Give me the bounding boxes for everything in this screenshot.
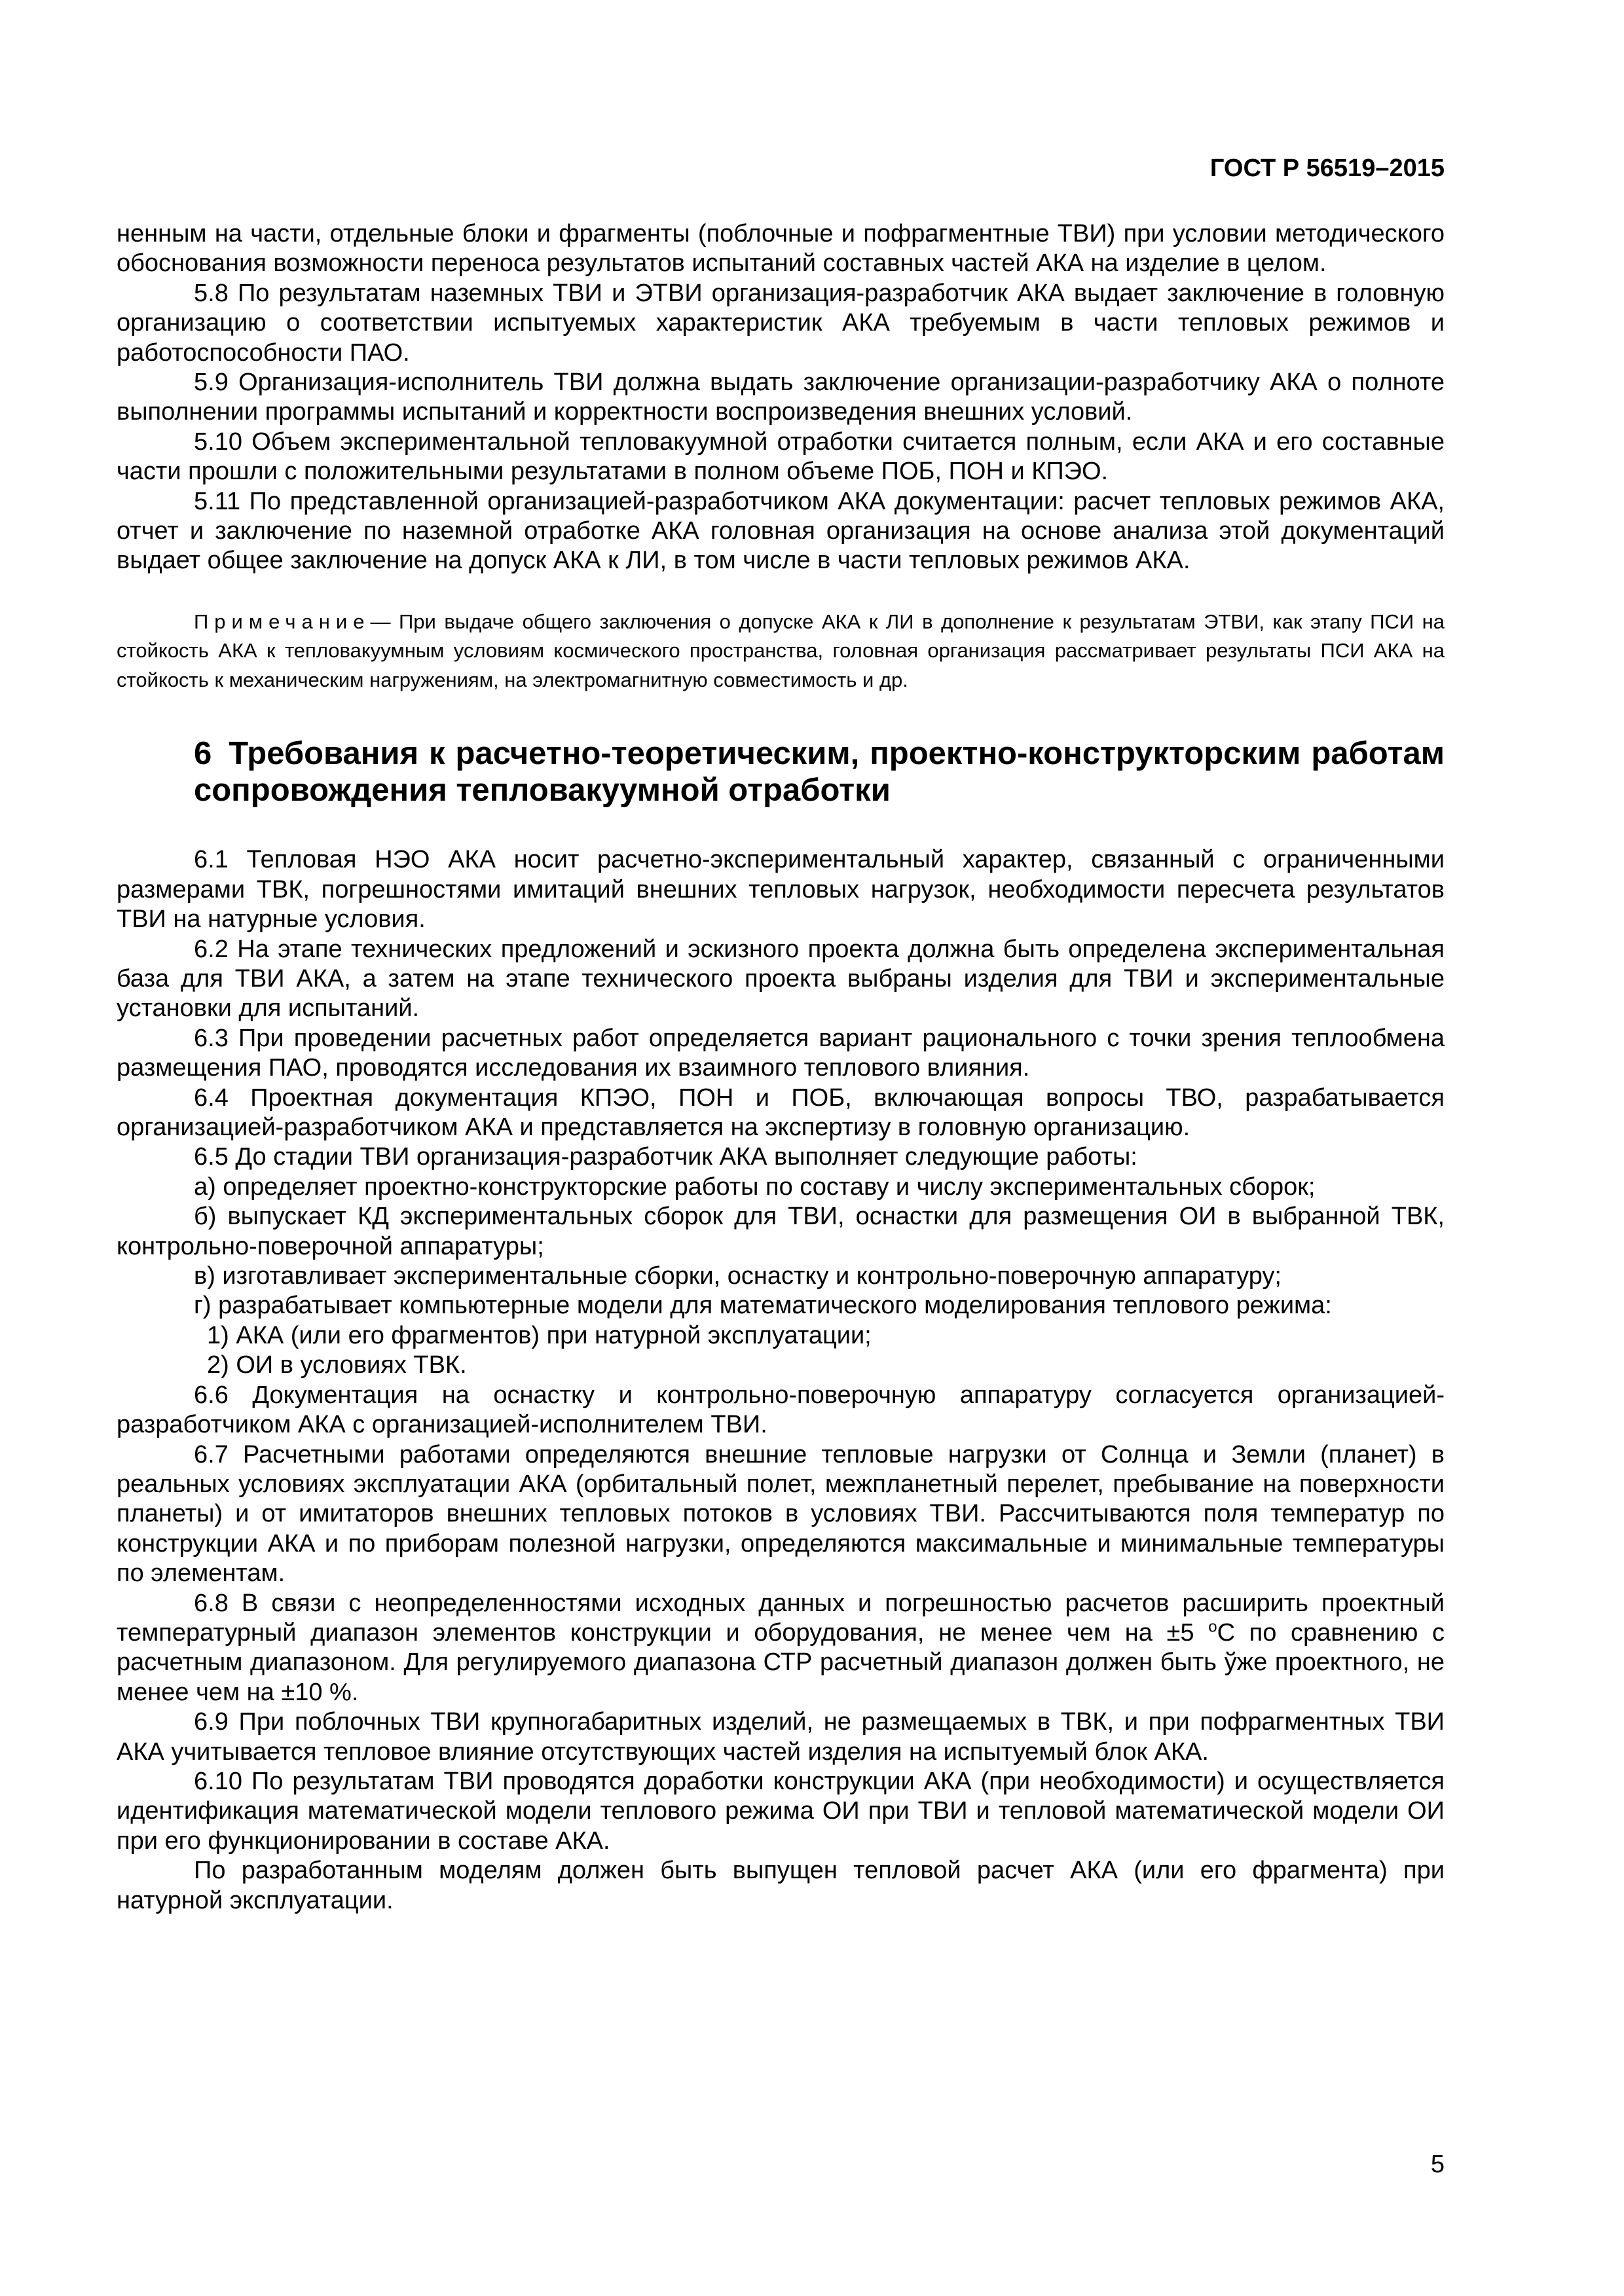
paragraph-6-8-start: 6.8 В связи с неопределенностями исходных данных и погрешностью расчетов расширить проектный температурный диапазон элементов конструкции и оборудования, не менее чем на ±5 — [117, 1589, 1445, 1647]
paragraph-6-2: 6.2 На этапе технических предложений и эскизного проекта должна быть определена экспериментальная база для ТВИ АКА, а затем на этапе технического проекта выбраны изделия для ТВИ и экспериментальные установки для испытаний. — [117, 935, 1445, 1023]
list-item-v: в) изготавливает экспериментальные сборки, оснастку и контрольно-поверочную аппаратуру; — [194, 1262, 1282, 1290]
paragraph-6-3: 6.3 При проведении расчетных работ определяется вариант рационального с точки зрения теплообмена размещения ПАО, проводятся исследования их взаимного теплового влияния. — [117, 1024, 1445, 1082]
degree-sign: o — [1208, 1618, 1217, 1636]
paragraph-5-9: 5.9 Организация-исполнитель ТВИ должна выдать заключение организации-разработчику АКА о полноте выполнении программы испытаний и корректности воспроизведения внешних условий. — [117, 369, 1445, 426]
section-6-title: Требования к расчетно-теоретическим, проектно-конструкторским работам сопровождения тепловакуумной отработки — [194, 736, 1445, 809]
paragraph-final: По разработанным моделям должен быть выпущен тепловой расчет АКА (или его фрагмента) при натурной эксплуатации. — [117, 1857, 1445, 1914]
sub-item-1: 1) АКА (или его фрагментов) при натурной эксплуатации; — [207, 1321, 872, 1349]
section-6-number: 6 — [194, 736, 212, 772]
sub-item-2: 2) ОИ в условиях ТВК. — [207, 1351, 467, 1379]
list-item-b: б) выпускает КД экспериментальных сборок для ТВИ, оснастки для размещения ОИ в выбранной ТВК, контрольно-поверочной аппаратуры; — [117, 1203, 1445, 1260]
paragraph-6-10: 6.10 По результатам ТВИ проводятся доработки конструкции АКА (при необходимости) и осуществляется идентификация математической модели теплового режима ОИ при ТВИ и тепловой математической модели ОИ при его функционировании в составе АКА. — [117, 1767, 1445, 1855]
paragraph-6-4: 6.4 Проектная документация КПЭО, ПОН и ПОБ, включающая вопросы ТВО, разрабатывается организацией-разработчиком АКА и представляется на экспертизу в головную организацию. — [117, 1084, 1445, 1142]
document-header: ГОСТ Р 56519–2015 — [1209, 155, 1445, 182]
page-content — [117, 219, 1445, 1916]
paragraph-6-6: 6.6 Документация на оснастку и контрольно-поверочную аппаратуру согласуется организацией-разработчиком АКА с организацией-исполнителем ТВИ. — [117, 1381, 1445, 1439]
section-6-heading — [117, 735, 1445, 809]
paragraph-6-1: 6.1 Тепловая НЭО АКА носит расчетно-экспериментальный характер, связанный с ограниченными размерами ТВК, погрешностями имитаций внешних тепловых нагрузок, необходимости пересчета результатов ТВИ на натурные условия. — [117, 846, 1445, 934]
paragraph-5-10: 5.10 Объем экспериментальной тепловакуумной отработки считается полным, если АКА и его составные части прошли с положительными результатами в полном объеме ПОБ, ПОН и КПЭО. — [117, 428, 1445, 486]
note — [117, 608, 1445, 695]
paragraph-5-8: 5.8 По результатам наземных ТВИ и ЭТВИ организация-разработчик АКА выдает заключение в головную организацию о соответствии испытуемых характеристик АКА требуемым в части тепловых режимов и работоспособности ПАО. — [117, 279, 1445, 367]
list-item-a: а) определяет проектно-конструкторские работы по составу и числу экспериментальных сборок; — [194, 1173, 1316, 1201]
note-label: Примечание — [194, 610, 371, 633]
paragraph-6-8 — [117, 1589, 1445, 1708]
page-number: 5 — [1430, 2151, 1445, 2178]
paragraph-6-7: 6.7 Расчетными работами определяются внешние тепловые нагрузки от Солнца и Земли (планет) в реальных условиях эксплуатации АКА (орбитальный полет, межпланетный перелет, пребывание на поверхности планеты) и от имитаторов внешних тепловых потоков в условиях ТВИ. Рассчитываются поля температур по конструкции АКА и по приборам полезной нагрузки, определяются максимальные и минимальные температуры по элементам. — [117, 1440, 1445, 1588]
paragraph-5-11: 5.11 По представленной организацией-разработчиком АКА документации: расчет тепловых режимов АКА, отчет и заключение по наземной отработке АКА головная организация на основе анализа этой документаций выдает общее заключение на допуск АКА к ЛИ, в том числе в части тепловых режимов АКА. — [117, 487, 1445, 575]
note-text: — При выдаче общего заключения о допуске АКА к ЛИ в дополнение к результатам ЭТВИ, как этапу ПСИ на стойкость АКА к тепловакуумным условиям космического пространства, головная организация рассматривает результаты ПСИ АКА на стойкость к механическим нагружениям, на электромагнитную совместимость и др. — [117, 610, 1445, 691]
paragraph-6-5: 6.5 До стадии ТВИ организация-разработчик АКА выполняет следующие работы: — [194, 1143, 1137, 1171]
paragraph-6-8-end: С по сравнению с расчетным диапазоном. Для регулируемого диапазона СТР расчетный диапазон должен быть ўже проектного, не менее чем на ±10 %. — [117, 1618, 1445, 1706]
continuation-paragraph: ненным на части, отдельные блоки и фрагменты (поблочные и пофрагментные ТВИ) при условии методического обоснования возможности переноса результатов испытаний составных частей АКА на изделие в целом. — [117, 220, 1445, 278]
list-item-g: г) разрабатывает компьютерные модели для математического моделирования теплового режима: — [194, 1292, 1332, 1320]
paragraph-6-9: 6.9 При поблочных ТВИ крупногабаритных изделий, не размещаемых в ТВК, и при пофрагментных ТВИ АКА учитывается тепловое влияние отсутствующих частей изделия на испытуемый блок АКА. — [117, 1708, 1445, 1766]
